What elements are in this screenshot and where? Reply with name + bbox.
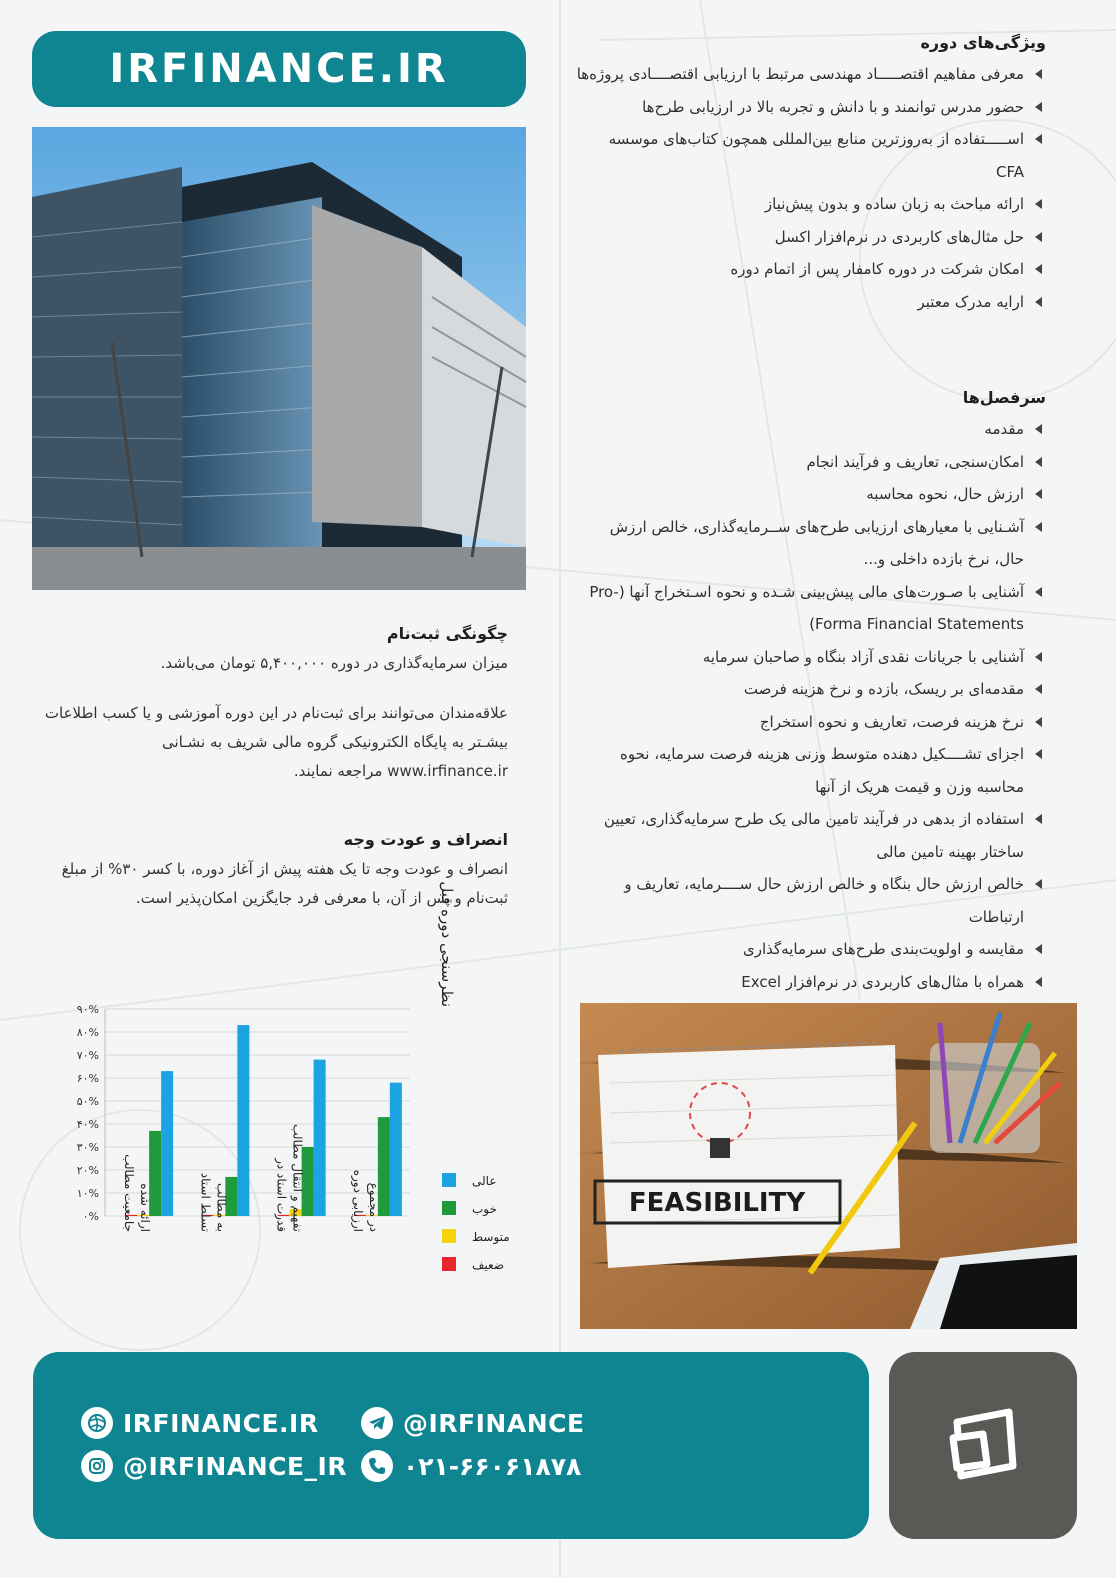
- x-category-label: ارزیابی دوره: [350, 1169, 365, 1232]
- feature-item: ارایه مدرک معتبر: [576, 286, 1046, 319]
- x-category-label: در مجموع: [366, 1182, 381, 1232]
- brand-banner[interactable]: [32, 31, 526, 107]
- instagram-icon: [81, 1450, 113, 1482]
- legend-label: متوسط: [472, 1230, 510, 1244]
- legend-label: ضعیف: [472, 1258, 505, 1272]
- logo-icon: [943, 1406, 1023, 1486]
- chart-bar: [390, 1083, 402, 1216]
- chart-bar: [314, 1060, 326, 1216]
- x-category-label: ارائه شده: [138, 1183, 153, 1232]
- cancellation-title: انصراف و عودت وجه: [343, 830, 508, 849]
- y-tick-label: ۷۰%: [76, 1049, 99, 1062]
- phone-text: ۰۲۱-۶۶۰۶۱۸۷۸: [403, 1451, 582, 1481]
- registration-section: [38, 624, 508, 786]
- topic-item: خالص ارزش حال بنگاه و خالص ارزش حال ســــرمایه، تعاریف و ارتباطات: [576, 868, 1046, 933]
- website-text: IRFINANCE.IR: [123, 1408, 319, 1438]
- x-category-label: به مطالب: [214, 1183, 229, 1232]
- features-section: [576, 33, 1046, 318]
- topic-item: آشنایی با صـورت‌های مالی پیش‌بینی شـده و نحوه اسـتخراج آنها (Pro-Forma Financial Statements): [576, 576, 1046, 641]
- legend-label: عالی: [472, 1174, 497, 1188]
- legend-swatch: [442, 1201, 456, 1215]
- y-tick-label: ۲۰%: [76, 1164, 99, 1177]
- y-tick-label: ۱۰%: [76, 1187, 99, 1200]
- instagram-text: @IRFINANCE_IR: [123, 1451, 348, 1481]
- topic-item: مقدمه‌ای بر ریسک، بازده و نرخ هزینه فرصت: [576, 673, 1046, 706]
- topic-item: اجزای تشــــکیل دهنده متوسط وزنی هزینه فرصت سرمایه، نحوه محاسبه وزن و قیمت هریک از آنها: [576, 738, 1046, 803]
- topic-item: مقایسه و اولویت‌بندی طرح‌های سرمایه‌گذاری: [576, 933, 1046, 966]
- x-category-label: قدرت استاد در: [274, 1158, 289, 1232]
- y-tick-label: ۵۰%: [76, 1095, 99, 1108]
- feature-item: حضور مدرس توانمند و با دانش و تجربه بالا در ارزیابی طرح‌ها: [576, 91, 1046, 124]
- brand-title: IRFINANCE.IR: [109, 46, 449, 92]
- website-link[interactable]: [81, 1407, 319, 1439]
- phone-icon: [361, 1450, 393, 1482]
- feature-item: امکان شرکت در دوره کامفار پس از اتمام دوره: [576, 253, 1046, 286]
- topic-item: همراه با مثال‌های کاربردی در نرم‌افزار Excel: [576, 966, 1046, 999]
- globe-icon: [81, 1407, 113, 1439]
- logo-box: [889, 1352, 1077, 1539]
- topic-item: استفاده از بدهی در فرآیند تامین مالی یک طرح سرمایه‌گذاری، تعیین ساختار بهینه تامین مالی: [576, 803, 1046, 868]
- topic-item: امکان‌سنجی، تعاریف و فرآیند انجام: [576, 446, 1046, 479]
- legend-swatch: [442, 1257, 456, 1271]
- topic-item: مقدمه: [576, 413, 1046, 446]
- footer-contact-panel: [33, 1352, 869, 1539]
- building-photo: [32, 127, 526, 590]
- registration-title: چگونگی ثبت‌نام: [386, 624, 508, 643]
- topics-section: [576, 388, 1046, 998]
- topic-item: آشنایی با جریانات نقدی آزاد بنگاه و صاحبان سرمایه: [576, 641, 1046, 674]
- feature-item: اســـــتفاده از به‌روزترین منابع بین‌المللی همچون کتاب‌های موسسه CFA: [576, 123, 1046, 188]
- cancellation-section: [38, 830, 508, 913]
- phone-link[interactable]: [361, 1450, 581, 1482]
- legend-swatch: [442, 1173, 456, 1187]
- features-title: ویژگی‌های دوره: [920, 33, 1046, 52]
- chart-bar: [161, 1071, 173, 1216]
- feature-item: معرفی مفاهیم اقتصـــــاد مهندسی مرتبط با ارزیابی اقتصــــادی پروژه‌ها: [576, 58, 1046, 91]
- registration-price: میزان سرمایه‌گذاری در دوره ۵,۴۰۰,۰۰۰ تومان می‌باشد.: [160, 654, 508, 672]
- legend-swatch: [442, 1229, 456, 1243]
- feasibility-photo: [580, 1003, 1077, 1329]
- feature-item: ارائه مباحث به زبان ساده و بدون پیش‌نیاز: [576, 188, 1046, 221]
- y-tick-label: ۳۰%: [76, 1141, 99, 1154]
- x-category-label: جامعیت مطالب: [122, 1154, 137, 1232]
- legend-label: خوب: [472, 1202, 497, 1216]
- topic-item: آشـنایی با معیارهای ارزیابی طرح‌های ســرمایه‌گذاری، خالص ارزش حال، نرخ بازده داخلی و...: [576, 511, 1046, 576]
- telegram-icon: [361, 1407, 393, 1439]
- topic-item: ارزش حال، نحوه محاسبه: [576, 478, 1046, 511]
- y-tick-label: ۴۰%: [76, 1118, 99, 1131]
- registration-info: علاقه‌مندان می‌توانند برای ثبت‌نام در این دوره آموزشی و یا کسب اطلاعات بیشـتر به پایگاه الکترونیکی گروه مالی شریف به نشـانی www.irfinance.ir مراجعه نمایند.: [44, 704, 508, 780]
- x-category-label: تسلط استاد: [198, 1172, 213, 1232]
- feature-item: حل مثال‌های کاربردی در نرم‌افزار اکسل: [576, 221, 1046, 254]
- chart-bar: [237, 1025, 249, 1216]
- cancellation-text: انصراف و عودت وجه تا یک هفته پیش از آغاز دوره، با کسر ۳۰% از مبلغ ثبت‌نام و پس از آن، با معرفی فرد جایگزین امکان‌پذیر است.: [61, 860, 508, 907]
- y-tick-label: ۹۰%: [76, 1003, 99, 1016]
- topic-item: نرخ هزینه فرصت، تعاریف و نحوه استخراج: [576, 706, 1046, 739]
- chart-title: نظرسنجی دوره قبل: [438, 881, 456, 1007]
- notebook-label: FEASIBILITY: [628, 1188, 806, 1218]
- y-tick-label: ۶۰%: [76, 1072, 99, 1085]
- x-category-label: تفهیم و انتقال مطالب: [290, 1124, 305, 1232]
- topics-title: سرفصل‌ها: [962, 388, 1046, 407]
- telegram-link[interactable]: [361, 1407, 585, 1439]
- y-tick-label: ۰%: [82, 1210, 99, 1223]
- instagram-link[interactable]: [81, 1450, 347, 1482]
- y-tick-label: ۸۰%: [76, 1026, 99, 1039]
- telegram-text: @IRFINANCE: [403, 1408, 585, 1438]
